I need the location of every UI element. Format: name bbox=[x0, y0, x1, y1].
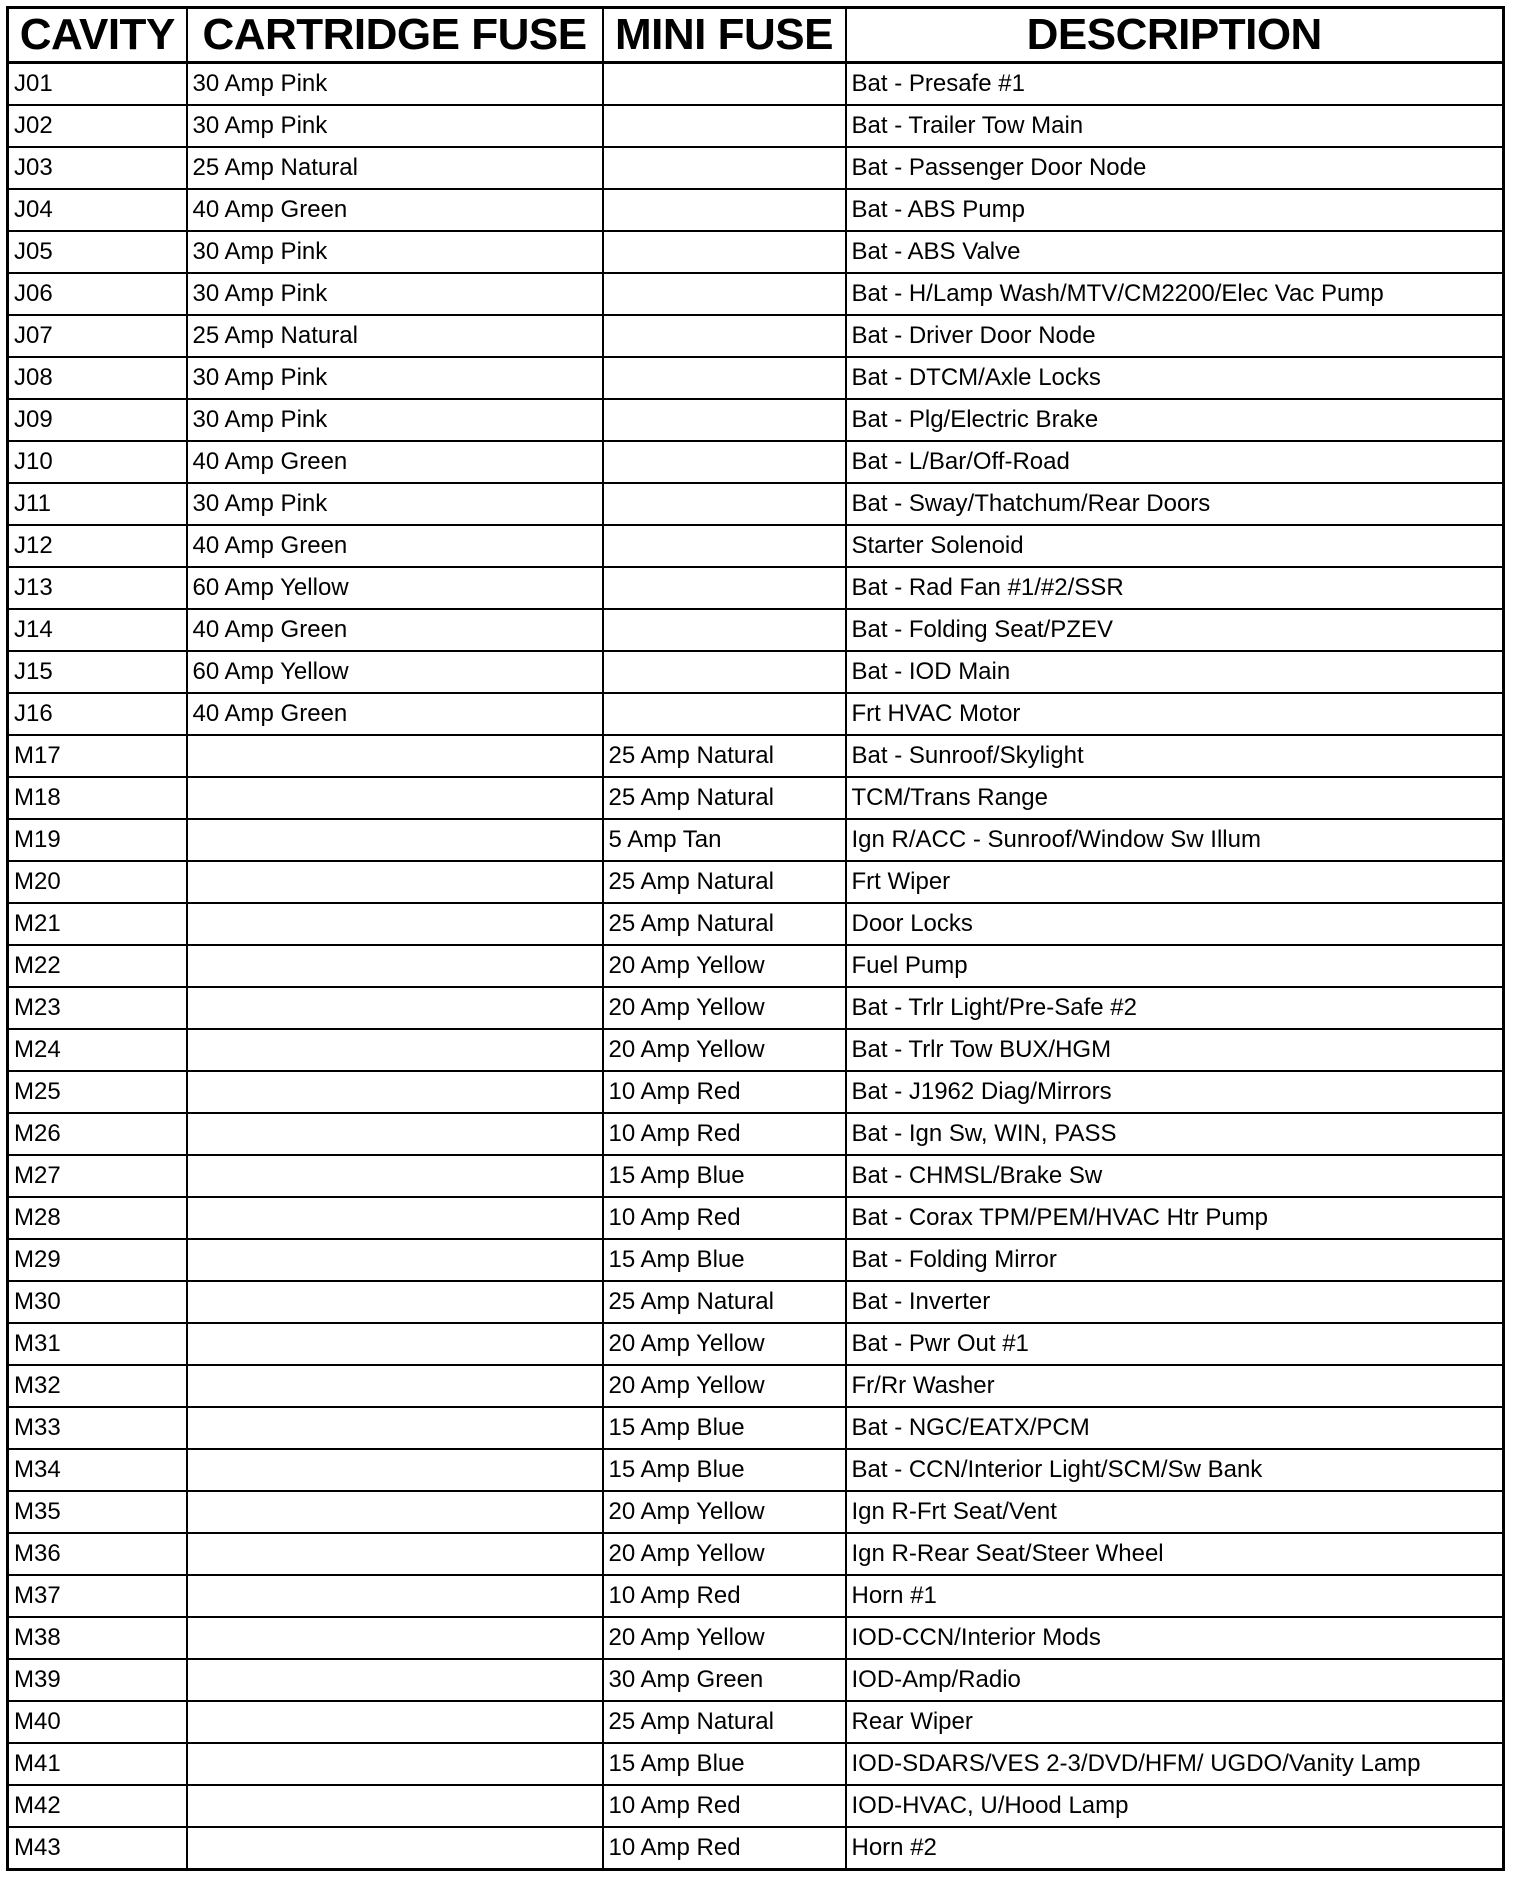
cell-mini-fuse: 25 Amp Natural bbox=[603, 861, 846, 903]
cell-mini-fuse: 20 Amp Yellow bbox=[603, 1365, 846, 1407]
table-row bbox=[8, 1617, 1504, 1659]
table-row bbox=[8, 903, 1504, 945]
cell-cavity: M35 bbox=[8, 1491, 187, 1533]
cell-mini-fuse bbox=[603, 693, 846, 735]
cell-description: Bat - Folding Seat/PZEV bbox=[846, 609, 1504, 651]
table-row bbox=[8, 1365, 1504, 1407]
cell-mini-fuse bbox=[603, 189, 846, 231]
cell-cavity: M36 bbox=[8, 1533, 187, 1575]
table-row bbox=[8, 231, 1504, 273]
cell-cartridge-fuse bbox=[187, 819, 603, 861]
cell-cartridge-fuse bbox=[187, 987, 603, 1029]
cell-mini-fuse: 15 Amp Blue bbox=[603, 1743, 846, 1785]
table-row bbox=[8, 525, 1504, 567]
cell-cartridge-fuse bbox=[187, 1449, 603, 1491]
cell-cartridge-fuse bbox=[187, 1827, 603, 1870]
table-row bbox=[8, 945, 1504, 987]
cell-description: Door Locks bbox=[846, 903, 1504, 945]
cell-description: IOD-HVAC, U/Hood Lamp bbox=[846, 1785, 1504, 1827]
table-row bbox=[8, 273, 1504, 315]
header-mini-fuse: MINI FUSE bbox=[603, 8, 846, 63]
table-row bbox=[8, 1827, 1504, 1870]
table-row bbox=[8, 63, 1504, 106]
cell-description: Ign R-Frt Seat/Vent bbox=[846, 1491, 1504, 1533]
table-row bbox=[8, 819, 1504, 861]
table-row bbox=[8, 105, 1504, 147]
cell-cavity: M25 bbox=[8, 1071, 187, 1113]
table-row bbox=[8, 1197, 1504, 1239]
cell-cartridge-fuse bbox=[187, 1113, 603, 1155]
cell-cartridge-fuse bbox=[187, 1239, 603, 1281]
header-cartridge-fuse: CARTRIDGE FUSE bbox=[187, 8, 603, 63]
cell-cavity: J07 bbox=[8, 315, 187, 357]
cell-cartridge-fuse: 30 Amp Pink bbox=[187, 483, 603, 525]
cell-cartridge-fuse: 25 Amp Natural bbox=[187, 315, 603, 357]
cell-mini-fuse bbox=[603, 147, 846, 189]
cell-description: Bat - NGC/EATX/PCM bbox=[846, 1407, 1504, 1449]
cell-mini-fuse: 5 Amp Tan bbox=[603, 819, 846, 861]
cell-mini-fuse bbox=[603, 609, 846, 651]
cell-cavity: M23 bbox=[8, 987, 187, 1029]
cell-cartridge-fuse: 40 Amp Green bbox=[187, 609, 603, 651]
cell-description: Bat - Sunroof/Skylight bbox=[846, 735, 1504, 777]
cell-description: IOD-Amp/Radio bbox=[846, 1659, 1504, 1701]
header-row bbox=[8, 8, 1504, 63]
table-row bbox=[8, 1323, 1504, 1365]
cell-cartridge-fuse: 40 Amp Green bbox=[187, 441, 603, 483]
cell-cavity: M32 bbox=[8, 1365, 187, 1407]
cell-description: Bat - Trlr Light/Pre-Safe #2 bbox=[846, 987, 1504, 1029]
cell-mini-fuse: 10 Amp Red bbox=[603, 1197, 846, 1239]
table-row bbox=[8, 147, 1504, 189]
table-row bbox=[8, 483, 1504, 525]
cell-description: Bat - Folding Mirror bbox=[846, 1239, 1504, 1281]
cell-cartridge-fuse bbox=[187, 777, 603, 819]
cell-description: Frt Wiper bbox=[846, 861, 1504, 903]
cell-cartridge-fuse: 30 Amp Pink bbox=[187, 399, 603, 441]
cell-description: Bat - Corax TPM/PEM/HVAC Htr Pump bbox=[846, 1197, 1504, 1239]
table-row bbox=[8, 777, 1504, 819]
cell-description: Bat - Rad Fan #1/#2/SSR bbox=[846, 567, 1504, 609]
cell-mini-fuse bbox=[603, 441, 846, 483]
cell-cartridge-fuse: 30 Amp Pink bbox=[187, 273, 603, 315]
cell-cavity: J09 bbox=[8, 399, 187, 441]
cell-cartridge-fuse bbox=[187, 1575, 603, 1617]
table-row bbox=[8, 1113, 1504, 1155]
table-row bbox=[8, 567, 1504, 609]
cell-mini-fuse bbox=[603, 525, 846, 567]
cell-description: Bat - Pwr Out #1 bbox=[846, 1323, 1504, 1365]
cell-mini-fuse: 10 Amp Red bbox=[603, 1827, 846, 1870]
cell-cavity: M40 bbox=[8, 1701, 187, 1743]
cell-description: Bat - Inverter bbox=[846, 1281, 1504, 1323]
cell-cavity: M24 bbox=[8, 1029, 187, 1071]
cell-description: Bat - Presafe #1 bbox=[846, 63, 1504, 106]
cell-mini-fuse bbox=[603, 399, 846, 441]
cell-mini-fuse: 20 Amp Yellow bbox=[603, 945, 846, 987]
cell-cavity: J10 bbox=[8, 441, 187, 483]
cell-description: Bat - Passenger Door Node bbox=[846, 147, 1504, 189]
cell-mini-fuse: 10 Amp Red bbox=[603, 1785, 846, 1827]
cell-mini-fuse: 25 Amp Natural bbox=[603, 777, 846, 819]
cell-description: Bat - ABS Pump bbox=[846, 189, 1504, 231]
cell-cavity: M27 bbox=[8, 1155, 187, 1197]
table-row bbox=[8, 1155, 1504, 1197]
cell-description: Starter Solenoid bbox=[846, 525, 1504, 567]
table-row bbox=[8, 1575, 1504, 1617]
cell-description: Bat - Driver Door Node bbox=[846, 315, 1504, 357]
cell-cartridge-fuse bbox=[187, 903, 603, 945]
cell-mini-fuse bbox=[603, 105, 846, 147]
cell-cavity: J08 bbox=[8, 357, 187, 399]
table-row bbox=[8, 1659, 1504, 1701]
cell-cartridge-fuse bbox=[187, 1617, 603, 1659]
cell-description: Bat - Ign Sw, WIN, PASS bbox=[846, 1113, 1504, 1155]
cell-cartridge-fuse bbox=[187, 735, 603, 777]
cell-cavity: M22 bbox=[8, 945, 187, 987]
cell-cartridge-fuse: 40 Amp Green bbox=[187, 189, 603, 231]
cell-cartridge-fuse bbox=[187, 1197, 603, 1239]
table-row bbox=[8, 1785, 1504, 1827]
cell-description: Bat - IOD Main bbox=[846, 651, 1504, 693]
cell-mini-fuse: 20 Amp Yellow bbox=[603, 1323, 846, 1365]
table-row bbox=[8, 357, 1504, 399]
cell-cavity: J15 bbox=[8, 651, 187, 693]
cell-cavity: J11 bbox=[8, 483, 187, 525]
table-row bbox=[8, 1029, 1504, 1071]
table-row bbox=[8, 189, 1504, 231]
cell-cartridge-fuse bbox=[187, 861, 603, 903]
cell-cavity: M21 bbox=[8, 903, 187, 945]
table-row bbox=[8, 609, 1504, 651]
table-row bbox=[8, 987, 1504, 1029]
cell-mini-fuse: 30 Amp Green bbox=[603, 1659, 846, 1701]
cell-description: Bat - Trailer Tow Main bbox=[846, 105, 1504, 147]
cell-mini-fuse: 20 Amp Yellow bbox=[603, 1617, 846, 1659]
table-row bbox=[8, 1407, 1504, 1449]
table-row bbox=[8, 651, 1504, 693]
cell-cavity: J05 bbox=[8, 231, 187, 273]
cell-mini-fuse bbox=[603, 651, 846, 693]
cell-mini-fuse: 25 Amp Natural bbox=[603, 1281, 846, 1323]
cell-cavity: M26 bbox=[8, 1113, 187, 1155]
cell-cavity: M43 bbox=[8, 1827, 187, 1870]
cell-description: IOD-CCN/Interior Mods bbox=[846, 1617, 1504, 1659]
cell-cartridge-fuse bbox=[187, 1029, 603, 1071]
table-row bbox=[8, 693, 1504, 735]
table-row bbox=[8, 1071, 1504, 1113]
cell-cavity: M39 bbox=[8, 1659, 187, 1701]
table-row bbox=[8, 1449, 1504, 1491]
cell-description: Ign R/ACC - Sunroof/Window Sw Illum bbox=[846, 819, 1504, 861]
cell-description: Bat - Sway/Thatchum/Rear Doors bbox=[846, 483, 1504, 525]
cell-cavity: J04 bbox=[8, 189, 187, 231]
cell-mini-fuse bbox=[603, 357, 846, 399]
cell-cavity: M17 bbox=[8, 735, 187, 777]
cell-description: Rear Wiper bbox=[846, 1701, 1504, 1743]
cell-description: Bat - H/Lamp Wash/MTV/CM2200/Elec Vac Pump bbox=[846, 273, 1504, 315]
table-row bbox=[8, 1491, 1504, 1533]
cell-cavity: M29 bbox=[8, 1239, 187, 1281]
cell-cavity: M30 bbox=[8, 1281, 187, 1323]
header-description: DESCRIPTION bbox=[846, 8, 1504, 63]
fuse-table bbox=[6, 6, 1505, 1871]
header-cavity: CAVITY bbox=[8, 8, 187, 63]
cell-mini-fuse: 25 Amp Natural bbox=[603, 903, 846, 945]
cell-cavity: J13 bbox=[8, 567, 187, 609]
table-row bbox=[8, 1701, 1504, 1743]
cell-cavity: M19 bbox=[8, 819, 187, 861]
cell-mini-fuse bbox=[603, 231, 846, 273]
table-row bbox=[8, 861, 1504, 903]
cell-cavity: M34 bbox=[8, 1449, 187, 1491]
cell-cavity: M31 bbox=[8, 1323, 187, 1365]
table-row bbox=[8, 399, 1504, 441]
cell-description: Bat - CCN/Interior Light/SCM/Sw Bank bbox=[846, 1449, 1504, 1491]
cell-cavity: J06 bbox=[8, 273, 187, 315]
table-header bbox=[8, 8, 1504, 63]
cell-mini-fuse: 25 Amp Natural bbox=[603, 1701, 846, 1743]
cell-cavity: M33 bbox=[8, 1407, 187, 1449]
cell-cartridge-fuse: 60 Amp Yellow bbox=[187, 567, 603, 609]
cell-mini-fuse bbox=[603, 63, 846, 106]
cell-cartridge-fuse: 30 Amp Pink bbox=[187, 63, 603, 106]
cell-description: IOD-SDARS/VES 2-3/DVD/HFM/ UGDO/Vanity Lamp bbox=[846, 1743, 1504, 1785]
cell-mini-fuse: 25 Amp Natural bbox=[603, 735, 846, 777]
cell-mini-fuse: 20 Amp Yellow bbox=[603, 1029, 846, 1071]
table-row bbox=[8, 1239, 1504, 1281]
cell-description: Ign R-Rear Seat/Steer Wheel bbox=[846, 1533, 1504, 1575]
cell-cavity: J03 bbox=[8, 147, 187, 189]
cell-mini-fuse bbox=[603, 315, 846, 357]
cell-cavity: J16 bbox=[8, 693, 187, 735]
cell-mini-fuse: 20 Amp Yellow bbox=[603, 987, 846, 1029]
cell-cartridge-fuse bbox=[187, 1323, 603, 1365]
cell-cartridge-fuse bbox=[187, 1701, 603, 1743]
cell-description: Horn #2 bbox=[846, 1827, 1504, 1870]
table-body bbox=[8, 63, 1504, 1870]
cell-cartridge-fuse bbox=[187, 1155, 603, 1197]
cell-mini-fuse: 20 Amp Yellow bbox=[603, 1533, 846, 1575]
cell-mini-fuse: 15 Amp Blue bbox=[603, 1155, 846, 1197]
table-row bbox=[8, 1743, 1504, 1785]
cell-mini-fuse: 10 Amp Red bbox=[603, 1575, 846, 1617]
cell-description: Bat - CHMSL/Brake Sw bbox=[846, 1155, 1504, 1197]
cell-cartridge-fuse: 40 Amp Green bbox=[187, 525, 603, 567]
cell-description: Bat - ABS Valve bbox=[846, 231, 1504, 273]
cell-cartridge-fuse bbox=[187, 1785, 603, 1827]
cell-cavity: J14 bbox=[8, 609, 187, 651]
cell-description: Bat - Plg/Electric Brake bbox=[846, 399, 1504, 441]
cell-mini-fuse bbox=[603, 483, 846, 525]
cell-description: Fuel Pump bbox=[846, 945, 1504, 987]
cell-description: TCM/Trans Range bbox=[846, 777, 1504, 819]
cell-cartridge-fuse bbox=[187, 1659, 603, 1701]
table-row bbox=[8, 1533, 1504, 1575]
table-row bbox=[8, 735, 1504, 777]
cell-cartridge-fuse bbox=[187, 945, 603, 987]
cell-cartridge-fuse: 60 Amp Yellow bbox=[187, 651, 603, 693]
table-row bbox=[8, 441, 1504, 483]
cell-description: Horn #1 bbox=[846, 1575, 1504, 1617]
cell-cartridge-fuse bbox=[187, 1407, 603, 1449]
cell-mini-fuse: 10 Amp Red bbox=[603, 1113, 846, 1155]
cell-cartridge-fuse bbox=[187, 1743, 603, 1785]
cell-cartridge-fuse: 30 Amp Pink bbox=[187, 231, 603, 273]
cell-cavity: M38 bbox=[8, 1617, 187, 1659]
cell-cartridge-fuse: 25 Amp Natural bbox=[187, 147, 603, 189]
cell-cavity: M37 bbox=[8, 1575, 187, 1617]
cell-mini-fuse bbox=[603, 273, 846, 315]
cell-cavity: M42 bbox=[8, 1785, 187, 1827]
cell-cartridge-fuse: 40 Amp Green bbox=[187, 693, 603, 735]
cell-cartridge-fuse: 30 Amp Pink bbox=[187, 357, 603, 399]
cell-description: Bat - Trlr Tow BUX/HGM bbox=[846, 1029, 1504, 1071]
cell-description: Bat - DTCM/Axle Locks bbox=[846, 357, 1504, 399]
cell-mini-fuse bbox=[603, 567, 846, 609]
cell-cartridge-fuse bbox=[187, 1491, 603, 1533]
cell-mini-fuse: 15 Amp Blue bbox=[603, 1449, 846, 1491]
cell-cartridge-fuse bbox=[187, 1365, 603, 1407]
cell-cavity: J02 bbox=[8, 105, 187, 147]
cell-cavity: M41 bbox=[8, 1743, 187, 1785]
cell-cavity: J01 bbox=[8, 63, 187, 106]
cell-cartridge-fuse bbox=[187, 1281, 603, 1323]
cell-description: Bat - L/Bar/Off-Road bbox=[846, 441, 1504, 483]
cell-description: Fr/Rr Washer bbox=[846, 1365, 1504, 1407]
cell-cavity: M18 bbox=[8, 777, 187, 819]
cell-cartridge-fuse bbox=[187, 1533, 603, 1575]
cell-description: Frt HVAC Motor bbox=[846, 693, 1504, 735]
cell-cavity: M20 bbox=[8, 861, 187, 903]
cell-description: Bat - J1962 Diag/Mirrors bbox=[846, 1071, 1504, 1113]
table-row bbox=[8, 1281, 1504, 1323]
cell-mini-fuse: 15 Amp Blue bbox=[603, 1239, 846, 1281]
cell-mini-fuse: 15 Amp Blue bbox=[603, 1407, 846, 1449]
cell-cartridge-fuse bbox=[187, 1071, 603, 1113]
cell-mini-fuse: 10 Amp Red bbox=[603, 1071, 846, 1113]
cell-cartridge-fuse: 30 Amp Pink bbox=[187, 105, 603, 147]
cell-cavity: J12 bbox=[8, 525, 187, 567]
cell-mini-fuse: 20 Amp Yellow bbox=[603, 1491, 846, 1533]
table-row bbox=[8, 315, 1504, 357]
cell-cavity: M28 bbox=[8, 1197, 187, 1239]
